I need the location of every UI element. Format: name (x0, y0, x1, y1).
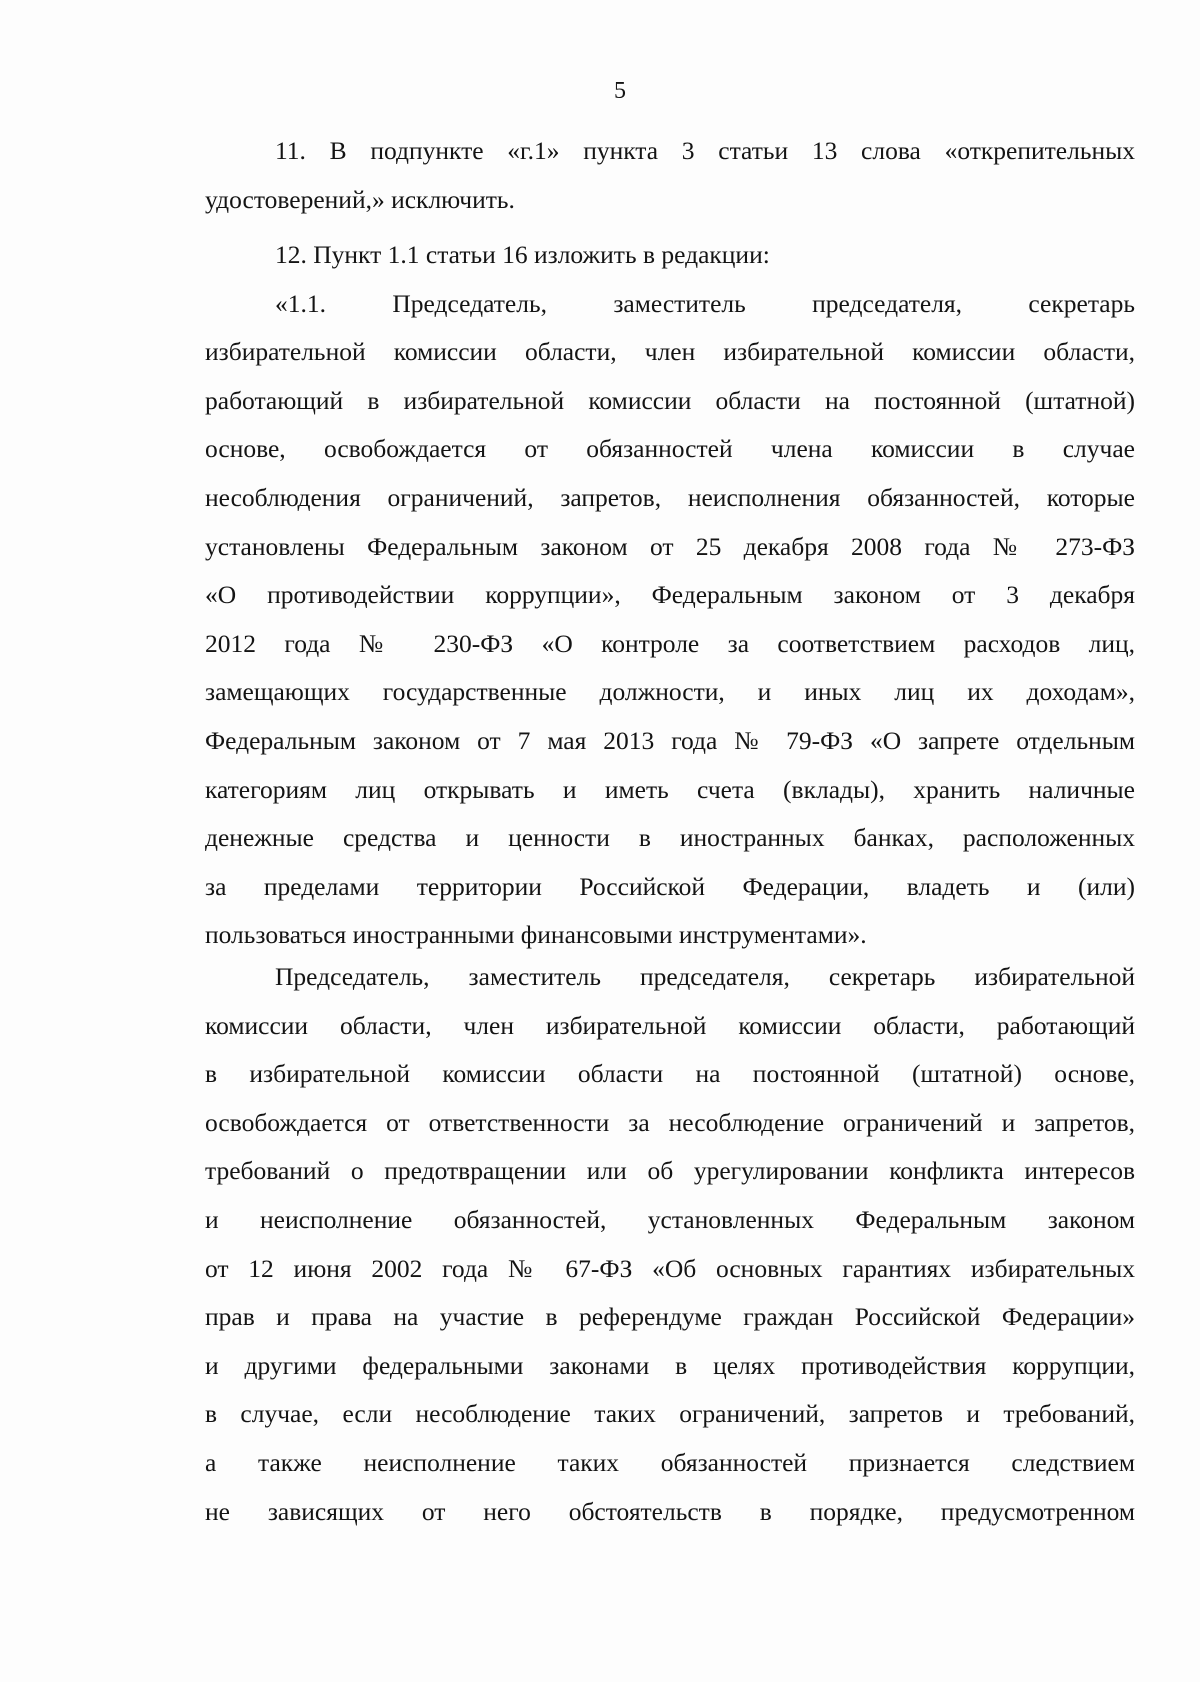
text-line: прав и права на участие в референдуме граждан Российской Федерации» (205, 1302, 1135, 1332)
text-line: избирательной комиссии области, член избирательной комиссии области, (205, 337, 1135, 367)
text-line: за пределами территории Российской Федерации, владеть и (или) (205, 871, 1135, 901)
text-line: удостоверений,» исключить. (205, 184, 515, 214)
text-line: комиссии области, член избирательной комиссии области, работающий (205, 1010, 1135, 1040)
text-line: в случае, если несоблюдение таких ограничений, запретов и требований, (205, 1399, 1135, 1429)
text-line: замещающих государственные должности, и иных лиц их доходам», (205, 677, 1135, 707)
text-line: не зависящих от него обстоятельств в порядке, предусмотренном (205, 1496, 1135, 1526)
text-line: Федеральным законом от 7 мая 2013 года № 79-ФЗ «О запрете отдельным (205, 725, 1135, 755)
text-line: и неисполнение обязанностей, установленных Федеральным законом (205, 1204, 1135, 1234)
text-line: и другими федеральными законами в целях противодействия коррупции, (205, 1350, 1135, 1380)
text-line: категориям лиц открывать и иметь счета (вклады), хранить наличные (205, 774, 1135, 804)
text-line: в избирательной комиссии области на постоянной (штатной) основе, (205, 1059, 1135, 1089)
text-line: «1.1. Председатель, заместитель председателя, секретарь (275, 288, 1135, 318)
item-12-heading: 12. Пункт 1.1 статьи 16 изложить в редакции: (275, 240, 770, 269)
paragraph-2 (205, 953, 1135, 1536)
text-line: денежные средства и ценности в иностранных банках, расположенных (205, 823, 1135, 853)
text-line: 11. В подпункте «г.1» пункта 3 статьи 13 слова «открепительных (275, 136, 1135, 165)
text-line: «О противодействии коррупции», Федеральным законом от 3 декабря (205, 580, 1135, 610)
text-line: основе, освобождается от обязанностей члена комиссии в случае (205, 434, 1135, 464)
text-line: от 12 июня 2002 года № 67-ФЗ «Об основных гарантиях избирательных (205, 1253, 1135, 1283)
text-line: а также неисполнение таких обязанностей признается следствием (205, 1447, 1135, 1477)
text-line: несоблюдения ограничений, запретов, неисполнения обязанностей, которые (205, 482, 1135, 512)
item-11-paragraph (205, 127, 1135, 224)
text-line: установлены Федеральным законом от 25 декабря 2008 года № 273-ФЗ (205, 531, 1135, 561)
text-line: Председатель, заместитель председателя, секретарь избирательной (275, 962, 1135, 991)
text-line: пользоваться иностранными финансовыми инструментами». (205, 920, 867, 950)
text-line: освобождается от ответственности за несоблюдение ограничений и запретов, (205, 1107, 1135, 1137)
text-line: 2012 года № 230-ФЗ «О контроле за соответствием расходов лиц, (205, 628, 1135, 658)
page-number: 5 (614, 78, 626, 104)
item-12-paragraph (205, 231, 1135, 960)
text-line: работающий в избирательной комиссии области на постоянной (штатной) (205, 385, 1135, 415)
text-line: требований о предотвращении или об урегулировании конфликта интересов (205, 1156, 1135, 1186)
